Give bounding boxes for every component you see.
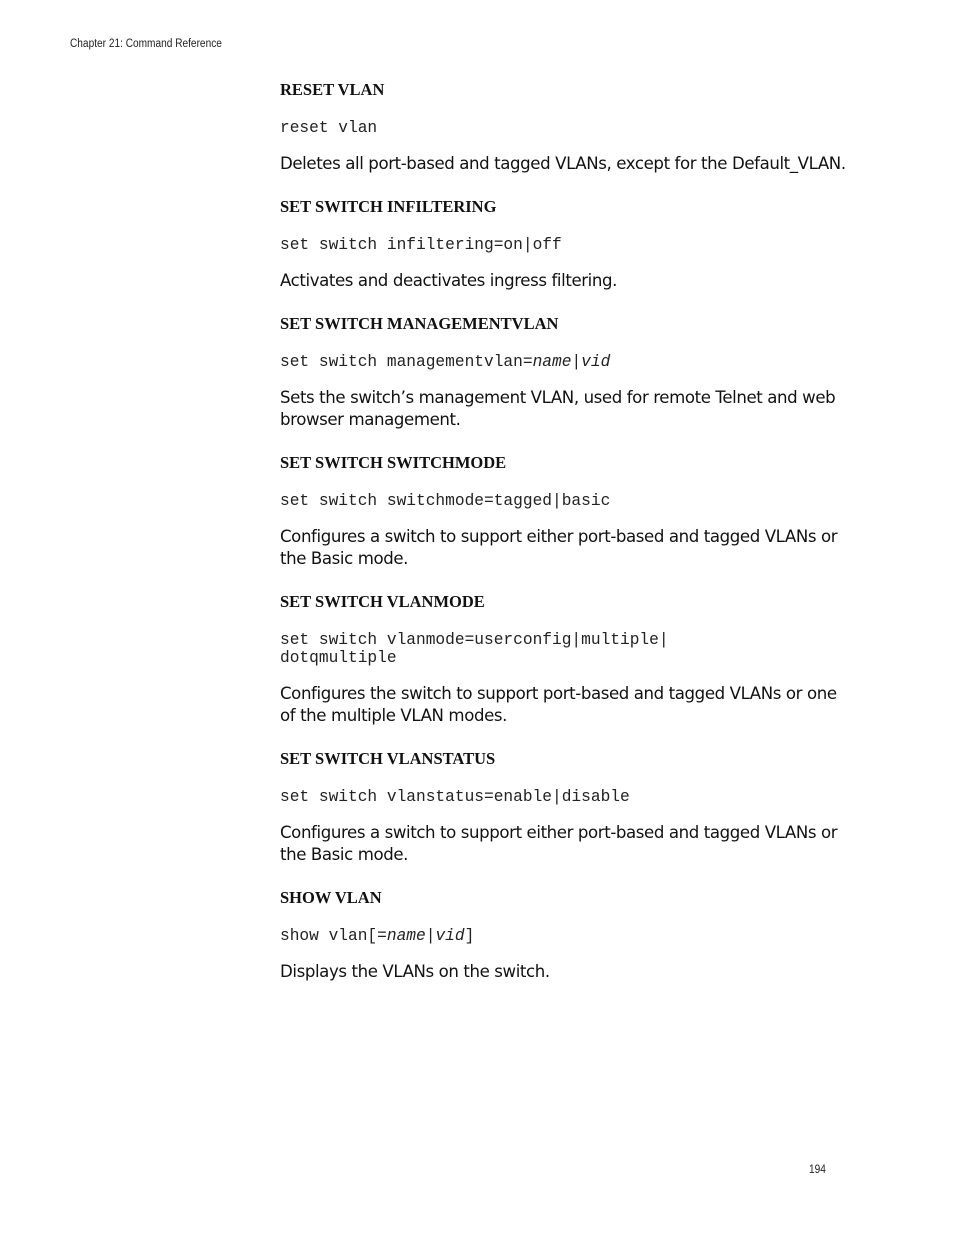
- description-line: Configures the switch to support port-based and tagged VLANs or one: [280, 684, 837, 703]
- syntax-prefix: show vlan[=: [280, 927, 387, 945]
- syntax-param-vid: vid: [435, 927, 465, 945]
- command-syntax: [280, 614, 860, 667]
- description-line: Configures a switch to support either port-based and tagged VLANs or: [280, 527, 838, 546]
- command-description: [280, 510, 860, 570]
- command-description: [280, 667, 860, 727]
- command-heading: SET SWITCH SWITCHMODE: [280, 453, 507, 472]
- command-description: [280, 371, 860, 431]
- command-syntax: set switch vlanstatus=enable|disable: [280, 788, 630, 806]
- running-header: Chapter 21: Command Reference: [70, 38, 222, 50]
- command-heading: SET SWITCH VLANSTATUS: [280, 749, 496, 768]
- command-entry-set-switch-vlanmode: [280, 590, 860, 727]
- command-description: Displays the VLANs on the switch.: [280, 962, 550, 981]
- command-syntax: [280, 336, 860, 371]
- command-syntax: set switch switchmode=tagged|basic: [280, 492, 611, 510]
- syntax-param-name: name: [386, 927, 426, 945]
- description-line: the Basic mode.: [280, 845, 409, 864]
- command-entry-set-switch-managementvlan: [280, 312, 860, 431]
- command-reference-content: [280, 78, 860, 1003]
- command-description: Deletes all port-based and tagged VLANs, except for the Default_VLAN.: [280, 154, 846, 173]
- description-line: the Basic mode.: [280, 549, 409, 568]
- syntax-suffix: ]: [464, 927, 475, 945]
- description-line: Sets the switch’s management VLAN, used for remote Telnet and web: [280, 388, 836, 407]
- command-description: [280, 806, 860, 866]
- command-entry-show-vlan: [280, 886, 860, 983]
- command-syntax: reset vlan: [280, 119, 378, 137]
- command-heading: RESET VLAN: [280, 80, 385, 99]
- syntax-separator: |: [571, 353, 582, 371]
- description-line: browser management.: [280, 410, 461, 429]
- description-line: Configures a switch to support either port-based and tagged VLANs or: [280, 823, 838, 842]
- command-syntax: set switch infiltering=on|off: [280, 236, 562, 254]
- command-entry-reset-vlan: [280, 78, 860, 175]
- command-heading: SHOW VLAN: [280, 888, 382, 907]
- page-number: 194: [809, 1164, 826, 1176]
- command-entry-set-switch-switchmode: [280, 451, 860, 570]
- command-heading: SET SWITCH VLANMODE: [280, 592, 485, 611]
- command-description: Activates and deactivates ingress filtering.: [280, 271, 618, 290]
- command-entry-set-switch-infiltering: [280, 195, 860, 292]
- description-line: of the multiple VLAN modes.: [280, 706, 508, 725]
- syntax-line: set switch vlanmode=userconfig|multiple|: [280, 631, 669, 649]
- command-heading: SET SWITCH MANAGEMENTVLAN: [280, 314, 559, 333]
- syntax-param-name: name: [532, 353, 572, 371]
- command-entry-set-switch-vlanstatus: [280, 747, 860, 866]
- command-heading: SET SWITCH INFILTERING: [280, 197, 497, 216]
- syntax-param-vid: vid: [581, 353, 611, 371]
- command-syntax: [280, 910, 860, 945]
- syntax-line: dotqmultiple: [280, 649, 397, 667]
- syntax-prefix: set switch managementvlan=: [280, 353, 533, 371]
- syntax-separator: |: [425, 927, 436, 945]
